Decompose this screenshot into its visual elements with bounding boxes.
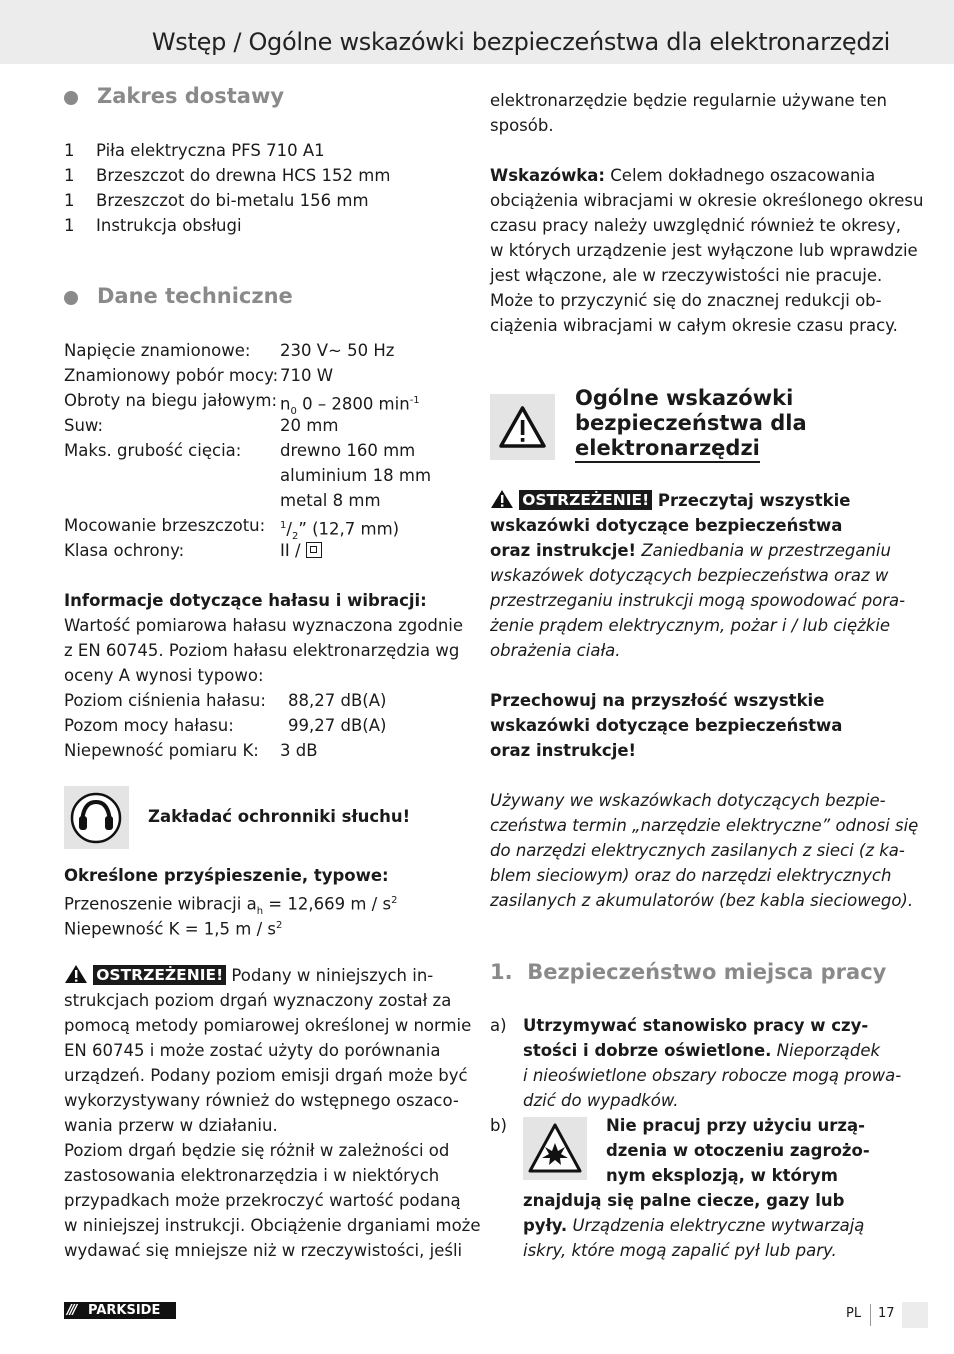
table-row: Maks. grubość cięcia: drewno 160 mm (64, 441, 416, 460)
scope-list (64, 138, 464, 238)
item-a-label: a) (490, 1016, 507, 1035)
list-item: 1 Brzeszczot do drewna HCS 152 mm (64, 166, 391, 185)
warning-triangle-icon (490, 491, 514, 510)
list-item: 1 Instrukcja obsługi (64, 216, 242, 235)
list-item: 1 Brzeszczot do bi-metalu 156 mm (64, 191, 369, 210)
noise-table (64, 688, 464, 763)
ear-protection-icon-box (64, 786, 129, 849)
term-definition: Używany we wskazówkach dotyczących bezpie- czeństwa termin „narzędzie elektryczne” odnosi się do narzędzi elektrycznych zasilanych z sieci (z ka- blem sieciowym) oraz do narzędzi elektrycznych zasilanych z akumulatorów (bez kabla sieciowego). (490, 791, 919, 910)
safety-title: Ogólne wskazówki bezpieczeństwa dla elektronarzędzi (575, 386, 807, 463)
table-row: Obroty na biegu jałowym: $n_0$ 0 – 2800 $\min^{-1}$ (64, 391, 420, 417)
language-code: PL (846, 1306, 862, 1321)
tech-title: Dane techniczne (97, 284, 293, 308)
note-paragraph: Wskazówka: Celem dokładnego oszacowania obciążenia wibracjami w okresie określonego okresu czasu pracy należy uwzględnić również te okresy, w których urządzenie jest wyłączone lub wprawdzie jest włączone, ale w rzeczywistości nie pracuje. Może to przyczynić się do znacznej redukcji ob- ciążenia wibracjami w całym okresie czasu pracy. (490, 166, 924, 335)
list-item: 1 Piła elektryczna PFS 710 A1 (64, 141, 325, 160)
tech-table (64, 338, 464, 568)
table-row: Napięcie znamionowe: 230 V∼ 50 Hz (64, 341, 395, 360)
page-title: Wstęp / Ogólne wskazówki bezpieczeństwa dla elektronarzędzi (151, 28, 890, 56)
table-row: Znamionowy pobór mocy: 710 W (64, 366, 334, 385)
item-b-label: b) (490, 1116, 507, 1135)
table-row: Suw: 20 mm (64, 416, 339, 435)
table-row: Pozom mocy hałasu: 99,27 dB(A) (64, 716, 387, 735)
vibration-line-2: Niepewność K = 1,5 m / $s^2$ (64, 919, 283, 939)
safety-warning: OSTRZEŻENIE! Przeczytaj wszystkie wskazówki dotyczące bezpieczeństwa oraz instrukcje! Zaniedbania w przestrzeganiu wskazówek dotyczących bezpieczeństwa oraz w przestrzeganiu instrukcji mogą spowodować pora- żenie prądem elektrycznym, pożar i / lub ciężkie obrażenia ciała. (490, 491, 906, 660)
page-number: 17 (878, 1306, 895, 1321)
explosion-hazard-icon (523, 1117, 587, 1180)
table-row: Niepewność pomiaru K: 3 dB (64, 741, 318, 760)
warning-badge: OSTRZEŻENIE! (93, 965, 226, 985)
warning-triangle-icon (490, 394, 555, 460)
vibration-heading: Określone przyśpieszenie, typowe: (64, 866, 389, 885)
table-row: Mocowanie brzeszczotu: $^1/_2$” (12,7 mm) (64, 516, 400, 542)
item-b-body: znajdują się palne ciecze, gazy lub pyły. Urządzenia elektryczne wytwarzają iskry, które mogą zapalić pył lub pary. (523, 1191, 865, 1260)
keep-instructions: Przechowuj na przyszłość wszystkie wskazówki dotyczące bezpieczeństwa oraz instrukcje! (490, 691, 843, 760)
safety-warning-icon-box (490, 394, 555, 460)
explosion-icon-box (523, 1117, 587, 1180)
ear-protection-text: Zakładać ochronniki słuchu! (148, 807, 411, 826)
table-row: aluminium 18 mm (280, 466, 432, 485)
noise-heading: Informacje dotyczące hałasu i wibracji: (64, 591, 427, 610)
section-bullet (64, 291, 78, 305)
warning-triangle-icon (64, 966, 88, 985)
item-a: Utrzymywać stanowisko pracy w czy- stości i dobrze oświetlone. Nieporządek i nieoświetlone obszary robocze mogą prowa- dzić do wypadków. (523, 1016, 902, 1110)
item-b-heading: Nie pracuj przy użyciu urzą- dzenia w otoczeniu zagrożo- nym eksplozją, w którym (606, 1116, 870, 1185)
warning-badge: OSTRZEŻENIE! (519, 490, 652, 510)
protection-class-ii-icon (306, 542, 322, 558)
parkside-logo: /// PARKSIDE (64, 1302, 176, 1319)
note-label: Wskazówka: (490, 166, 606, 185)
vibration-line-1: Przenoszenie wibracji $a_h = 12,669$ m / $s^2$ (64, 894, 398, 917)
ear-protection-icon (64, 786, 129, 849)
section-bullet (64, 91, 78, 105)
table-row: Klasa ochrony: II / (64, 538, 464, 563)
scope-title: Zakres dostawy (97, 84, 285, 108)
workplace-title: 1. Bezpieczeństwo miejsca pracy (490, 960, 887, 984)
right-continuation: elektronarzędzie będzie regularnie używane ten sposób. (490, 91, 887, 135)
warning-left: OSTRZEŻENIE! Podany w niniejszych in- strukcjach poziom drgań wyznaczony został za pomocą metody pomiarowej określonej w normie EN 60745 i może zostać użyty do porównania urządzeń. Podany poziom emisji drgań może być wykorzystywany również do wstępnego oszaco- wania przerw w działaniu. Poziom drgań będzie się różnił w zależności od zastosowania elektronarzędzia i w niektórych przypadkach może przekroczyć wartość podaną w niniejszej instrukcji. Obciążenie drganiami może wydawać się mniejsze niż w rzeczywistości, jeśli (64, 966, 481, 1260)
noise-intro: Wartość pomiarowa hałasu wyznaczona zgodnie z EN 60745. Poziom hałasu elektronarzędzia wg oceny A wynosi typowo: (64, 616, 464, 685)
footer-divider (870, 1304, 871, 1326)
table-row: Poziom ciśnienia hałasu: 88,27 dB(A) (64, 691, 387, 710)
page-tab (902, 1302, 928, 1328)
table-row: metal 8 mm (280, 491, 381, 510)
